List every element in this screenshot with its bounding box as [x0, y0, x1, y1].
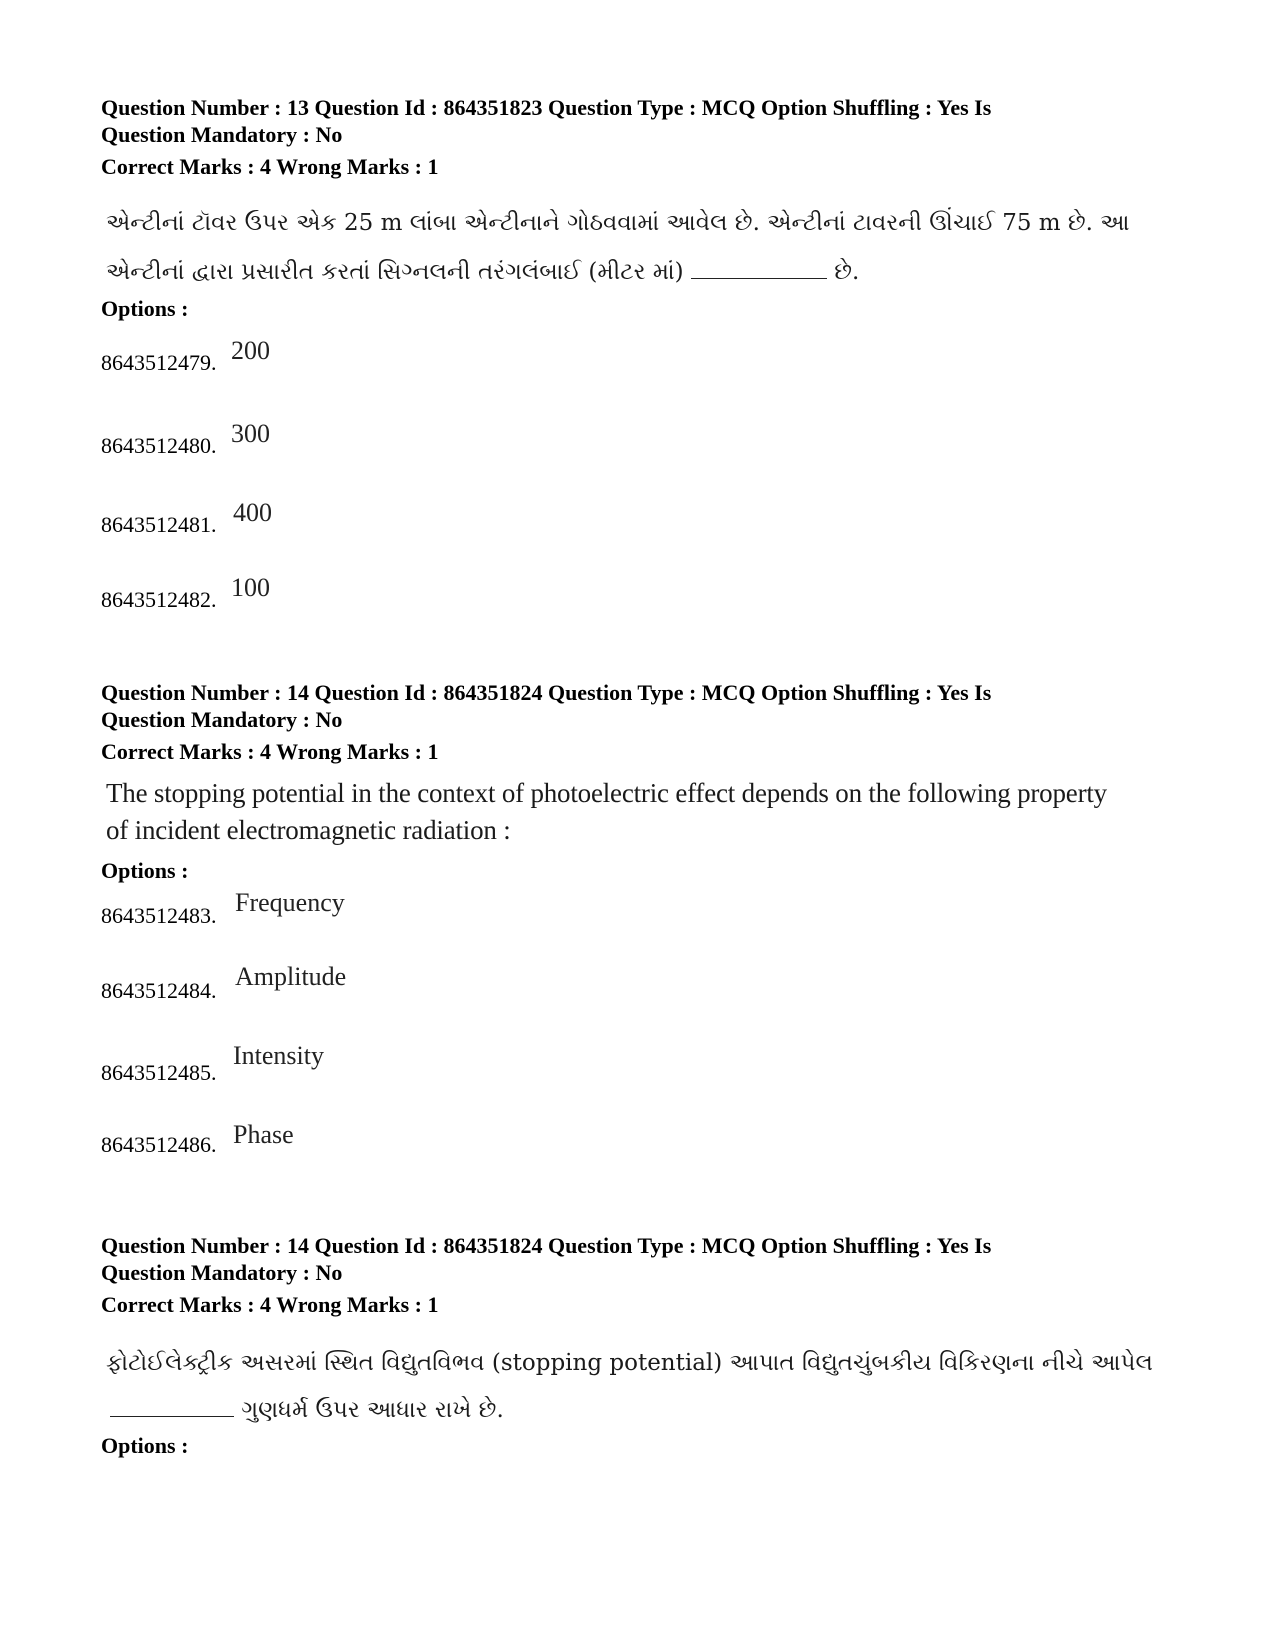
question-marks-line: Correct Marks : 4 Wrong Marks : 1 — [101, 1292, 439, 1317]
question-text-line: of incident electromagnetic radiation : — [106, 815, 511, 845]
question-meta-line: Question Number : 13 Question Id : 864351823 Question Type : MCQ Option Shuffling : Yes Is — [101, 95, 992, 120]
options-label: Options : — [101, 858, 189, 883]
question-text-line: એન્ટીનાં ટૉવર ઉપર એક 25 m લાંબા એન્ટીનાને ગોઠવવામાં આવેલ છે. એન્ટીનાં ટાવરની ઊંચાઈ 75 m છે. આ — [106, 210, 1130, 236]
option-id: 8643512480. — [101, 433, 217, 458]
option-id: 8643512483. — [101, 903, 217, 928]
question-meta-line: Question Number : 14 Question Id : 864351824 Question Type : MCQ Option Shuffling : Yes Is — [101, 1233, 992, 1258]
option-id: 8643512479. — [101, 350, 217, 375]
answer-blank — [110, 1415, 234, 1417]
option-id: 8643512484. — [101, 978, 217, 1003]
question-mandatory-line: Question Mandatory : No — [101, 122, 343, 147]
question-mandatory-line: Question Mandatory : No — [101, 707, 343, 732]
option-id: 8643512481. — [101, 512, 217, 537]
option-value: 200 — [231, 336, 270, 365]
option-id: 8643512485. — [101, 1060, 217, 1085]
option-id: 8643512482. — [101, 587, 217, 612]
question-text-fragment: એન્ટીનાં દ્વારા પ્રસારીત કરતાં સિગ્નલની તરંગલંબાઈ (મીટર માં) — [106, 259, 684, 285]
option-value: 400 — [233, 498, 272, 527]
option-value: Amplitude — [235, 962, 347, 991]
question-mandatory-line: Question Mandatory : No — [101, 1260, 343, 1285]
question-meta-line: Question Number : 14 Question Id : 864351824 Question Type : MCQ Option Shuffling : Yes Is — [101, 680, 992, 705]
options-label: Options : — [101, 1433, 189, 1458]
option-value: Phase — [233, 1120, 294, 1149]
question-text-line — [110, 1385, 504, 1435]
answer-blank — [691, 277, 827, 279]
question-text-fragment: છે. — [834, 259, 860, 285]
question-marks-line: Correct Marks : 4 Wrong Marks : 1 — [101, 739, 439, 764]
question-text-fragment: ગુણધર્મ ઉપર આધાર રાખે છે. — [241, 1397, 504, 1423]
question-text-line — [106, 247, 859, 297]
question-text-line: ફોટોઈલેક્ટ્રીક અસરમાં સ્થિત વિદ્યુતવિભવ (stopping potential) આપાત વિદ્યુતચુંબકીય વિકિરણના નીચે આપેલ — [106, 1350, 1153, 1376]
option-value: 300 — [231, 419, 270, 448]
option-value: 100 — [231, 573, 270, 602]
option-value: Frequency — [235, 888, 345, 917]
option-id: 8643512486. — [101, 1132, 217, 1157]
options-label: Options : — [101, 296, 189, 321]
option-value: Intensity — [233, 1041, 324, 1070]
question-text-line: The stopping potential in the context of photoelectric effect depends on the following property — [106, 778, 1107, 808]
question-marks-line: Correct Marks : 4 Wrong Marks : 1 — [101, 154, 439, 179]
